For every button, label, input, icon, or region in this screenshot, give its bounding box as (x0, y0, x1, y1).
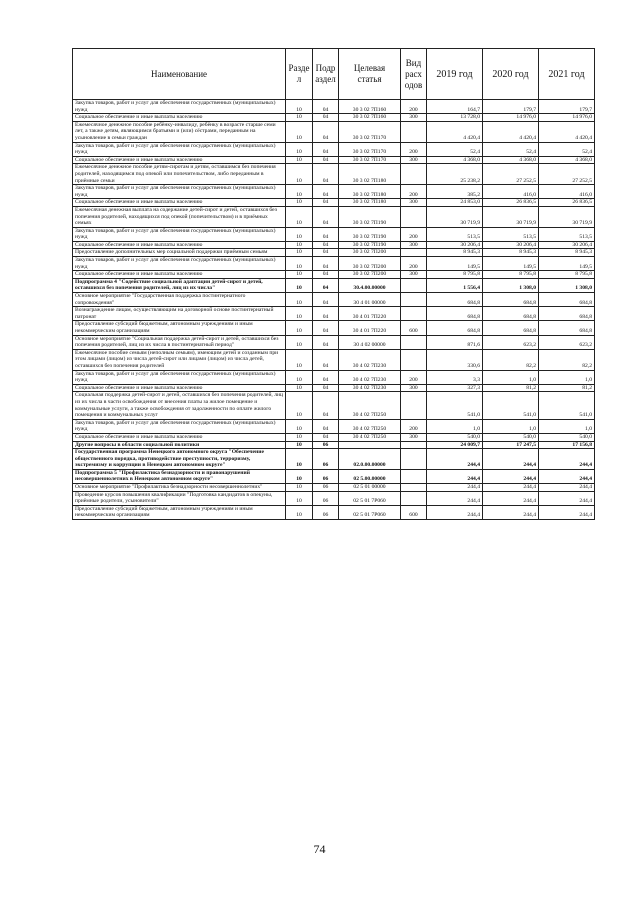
cell-2019: 330,6 (427, 349, 483, 370)
cell-2019: 871,6 (427, 335, 483, 349)
cell-vid (401, 491, 427, 505)
cell-vid (401, 441, 427, 449)
cell-name: Закупка товаров, работ и услуг для обеспечения государственных (муниципальных) нужд (73, 185, 286, 199)
cell-2019: 4 368,0 (427, 156, 483, 164)
cell-vid: 200 (401, 185, 427, 199)
cell-2020: 623,2 (483, 335, 539, 349)
table-row (73, 433, 595, 441)
cell-name: Социальное обеспечение и иные выплаты населению (73, 199, 286, 207)
cell-2020: 81,2 (483, 384, 539, 392)
table-row (73, 121, 595, 142)
cell-2021: 81,2 (539, 384, 595, 392)
cell-podrazdel: 04 (313, 293, 339, 307)
cell-2019: 13 728,0 (427, 114, 483, 122)
table-row (73, 199, 595, 207)
cell-2021: 30 206,4 (539, 241, 595, 249)
cell-name: Ежемесячное денежное пособие ребёнку-инвалиду, ребёнку в возрасте старше семи лет, а также детям, являющимся братьями и (или) сёстрами, переданным на усыновление в семьи граждан (73, 121, 286, 142)
cell-podrazdel: 04 (313, 100, 339, 114)
cell-2019: 52,4 (427, 142, 483, 156)
table-row (73, 441, 595, 449)
cell-name: Социальное обеспечение и иные выплаты населению (73, 114, 286, 122)
cell-2019: 149,5 (427, 257, 483, 271)
cell-name: Государственная программа Ненецкого автономного округа "Обеспечение общественного порядка, противодействие преступности, терроризму, экстремизму и коррупции в Ненецком автономном округе" (73, 449, 286, 470)
cell-razdel: 10 (286, 271, 313, 279)
cell-2019: 164,7 (427, 100, 483, 114)
header-target: Целевая статья (339, 49, 401, 100)
cell-2019: 513,5 (427, 227, 483, 241)
cell-2020: 416,0 (483, 185, 539, 199)
cell-2020: 26 836,5 (483, 199, 539, 207)
cell-name: Социальное обеспечение и иные выплаты населению (73, 156, 286, 164)
cell-razdel: 10 (286, 441, 313, 449)
cell-target: 30 3 02 7П170 (339, 156, 401, 164)
cell-target: 30 4 02 7П250 (339, 392, 401, 419)
cell-target (339, 441, 401, 449)
cell-podrazdel: 04 (313, 257, 339, 271)
table-row (73, 114, 595, 122)
cell-2019: 327,3 (427, 384, 483, 392)
table-body (73, 100, 595, 520)
cell-2019: 30 719,9 (427, 206, 483, 227)
cell-2019: 30 206,4 (427, 241, 483, 249)
cell-vid (401, 249, 427, 257)
header-razdel: Разде л (286, 49, 313, 100)
cell-2021: 244,4 (539, 505, 595, 519)
header-podrazdel: Подр аздел (313, 49, 339, 100)
cell-2021: 244,4 (539, 449, 595, 470)
cell-2021: 1,0 (539, 370, 595, 384)
cell-razdel: 10 (286, 484, 313, 492)
cell-2019: 25 238,2 (427, 164, 483, 185)
cell-name: Основное мероприятие "Профилактика безнадзорности несовершеннолетних" (73, 484, 286, 492)
cell-podrazdel: 04 (313, 114, 339, 122)
cell-2021: 1,0 (539, 419, 595, 433)
cell-name: Закупка товаров, работ и услуг для обеспечения государственных (муниципальных) нужд (73, 227, 286, 241)
cell-target: 02 5 01 7Р060 (339, 491, 401, 505)
cell-razdel: 10 (286, 206, 313, 227)
cell-podrazdel: 04 (313, 349, 339, 370)
cell-2019: 8 795,8 (427, 271, 483, 279)
cell-name: Социальное обеспечение и иные выплаты населению (73, 433, 286, 441)
cell-2019: 4 420,4 (427, 121, 483, 142)
cell-name: Социальное обеспечение и иные выплаты населению (73, 384, 286, 392)
cell-name: Ежемесячное пособие семьям (неполным семьям), имеющим детей и созданным при этом лицами (лицом) из числа детей-сирот или лицами (лицом) из числа детей, оставшихся без попечения родителей (73, 349, 286, 370)
cell-2020: 27 252,5 (483, 164, 539, 185)
header-2019: 2019 год (427, 49, 483, 100)
cell-name: Вознаграждение лицам, осуществляющим на договорной основе постинтернатный патронат (73, 307, 286, 321)
cell-name: Ежемесячное денежное пособие детям-сиротам и детям, оставшимся без попечения родителей, находящимся под опекой или попечительством, либо переданным в приёмные семьи (73, 164, 286, 185)
cell-podrazdel: 04 (313, 241, 339, 249)
cell-2019: 244,4 (427, 469, 483, 483)
cell-razdel: 10 (286, 114, 313, 122)
cell-2019: 684,8 (427, 321, 483, 335)
cell-razdel: 10 (286, 384, 313, 392)
cell-2020: 82,2 (483, 349, 539, 370)
cell-2021: 416,0 (539, 185, 595, 199)
cell-2021: 244,4 (539, 491, 595, 505)
table-row (73, 505, 595, 519)
cell-2021: 623,2 (539, 335, 595, 349)
cell-podrazdel: 06 (313, 484, 339, 492)
cell-razdel: 10 (286, 185, 313, 199)
table-row (73, 491, 595, 505)
table-row (73, 307, 595, 321)
cell-2021: 14 976,0 (539, 114, 595, 122)
cell-podrazdel: 04 (313, 278, 339, 292)
cell-razdel: 10 (286, 469, 313, 483)
cell-target: 30 3 02 7П200 (339, 271, 401, 279)
cell-razdel: 10 (286, 349, 313, 370)
cell-2019: 385,2 (427, 185, 483, 199)
cell-name: Подпрограмма 4 "Содействие социальной адаптации детей-сирот и детей, оставшихся без попечения родителей, лиц из их числа" (73, 278, 286, 292)
cell-name: Предоставление субсидий бюджетным, автономным учреждениям и иным некоммерческим организациям (73, 321, 286, 335)
cell-name: Закупка товаров, работ и услуг для обеспечения государственных (муниципальных) нужд (73, 100, 286, 114)
cell-vid: 200 (401, 257, 427, 271)
cell-2019: 8 945,3 (427, 249, 483, 257)
cell-vid (401, 484, 427, 492)
table-row (73, 271, 595, 279)
cell-2020: 17 247,5 (483, 441, 539, 449)
cell-2019: 244,4 (427, 491, 483, 505)
cell-2019: 244,4 (427, 484, 483, 492)
cell-vid: 300 (401, 241, 427, 249)
cell-2021: 149,5 (539, 257, 595, 271)
table-row (73, 419, 595, 433)
cell-name: Закупка товаров, работ и услуг для обеспечения государственных (муниципальных) нужд (73, 419, 286, 433)
cell-razdel: 10 (286, 307, 313, 321)
cell-2020: 52,4 (483, 142, 539, 156)
table-row (73, 249, 595, 257)
cell-2021: 244,4 (539, 469, 595, 483)
cell-vid (401, 392, 427, 419)
cell-2020: 244,4 (483, 484, 539, 492)
cell-target: 30 4 02 7П250 (339, 419, 401, 433)
cell-podrazdel: 06 (313, 505, 339, 519)
cell-name: Предоставление субсидий бюджетным, автономным учреждениям и иным некоммерческим организациям (73, 505, 286, 519)
cell-2021: 541,0 (539, 392, 595, 419)
cell-podrazdel: 04 (313, 384, 339, 392)
table-row (73, 335, 595, 349)
table-row (73, 278, 595, 292)
cell-2021: 179,7 (539, 100, 595, 114)
cell-vid (401, 449, 427, 470)
cell-2019: 24 853,0 (427, 199, 483, 207)
cell-2019: 684,8 (427, 307, 483, 321)
cell-2020: 8 945,3 (483, 249, 539, 257)
cell-2020: 1 308,0 (483, 278, 539, 292)
cell-razdel: 10 (286, 392, 313, 419)
cell-razdel: 10 (286, 449, 313, 470)
cell-razdel: 10 (286, 505, 313, 519)
table-row (73, 392, 595, 419)
cell-vid (401, 293, 427, 307)
cell-vid: 600 (401, 505, 427, 519)
cell-vid (401, 278, 427, 292)
cell-2021: 30 719,9 (539, 206, 595, 227)
cell-podrazdel: 04 (313, 227, 339, 241)
header-name: Наименование (73, 49, 286, 100)
page-number: 74 (313, 842, 326, 856)
cell-2021: 684,8 (539, 307, 595, 321)
table-row (73, 484, 595, 492)
cell-2021: 26 836,5 (539, 199, 595, 207)
cell-target: 30 4 02 7П230 (339, 384, 401, 392)
cell-2020: 179,7 (483, 100, 539, 114)
cell-2019: 540,0 (427, 433, 483, 441)
cell-name: Социальная поддержка детей-сирот и детей, оставшихся без попечения родителей, лиц из их числа в части освобождения от внесения платы за жилое помещение и коммунальные услуги, а также освобождения от задолженности по оплате жилого помещения и коммунальных услуг (73, 392, 286, 419)
cell-podrazdel: 04 (313, 433, 339, 441)
table-row (73, 156, 595, 164)
cell-razdel: 10 (286, 100, 313, 114)
cell-2019: 1,0 (427, 419, 483, 433)
table-row (73, 321, 595, 335)
cell-razdel: 10 (286, 241, 313, 249)
cell-2020: 30 719,9 (483, 206, 539, 227)
cell-razdel: 10 (286, 249, 313, 257)
cell-podrazdel: 06 (313, 469, 339, 483)
cell-target: 30 3 02 7П160 (339, 114, 401, 122)
cell-podrazdel: 06 (313, 449, 339, 470)
cell-2020: 540,0 (483, 433, 539, 441)
cell-vid: 300 (401, 433, 427, 441)
cell-name: Социальное обеспечение и иные выплаты населению (73, 241, 286, 249)
cell-vid: 300 (401, 156, 427, 164)
cell-razdel: 10 (286, 433, 313, 441)
cell-target: 30 3 02 7П190 (339, 241, 401, 249)
cell-2021: 82,2 (539, 349, 595, 370)
cell-vid (401, 307, 427, 321)
table-row (73, 206, 595, 227)
cell-name: Подпрограмма 5 "Профилактика безнадзорности и правонарушений несовершеннолетних в Ненецком автономном округе" (73, 469, 286, 483)
cell-2021: 684,8 (539, 293, 595, 307)
cell-podrazdel: 04 (313, 199, 339, 207)
cell-2020: 149,5 (483, 257, 539, 271)
cell-2021: 1 308,0 (539, 278, 595, 292)
table-row (73, 100, 595, 114)
cell-2020: 1,0 (483, 370, 539, 384)
cell-razdel: 10 (286, 199, 313, 207)
cell-2021: 27 252,5 (539, 164, 595, 185)
cell-2020: 30 206,4 (483, 241, 539, 249)
cell-2021: 4 368,0 (539, 156, 595, 164)
cell-2020: 513,5 (483, 227, 539, 241)
cell-razdel: 10 (286, 491, 313, 505)
header-2020: 2020 год (483, 49, 539, 100)
cell-podrazdel: 04 (313, 392, 339, 419)
cell-vid (401, 206, 427, 227)
cell-2021: 8 945,3 (539, 249, 595, 257)
cell-podrazdel: 04 (313, 185, 339, 199)
cell-razdel: 10 (286, 257, 313, 271)
cell-podrazdel: 04 (313, 419, 339, 433)
cell-2020: 244,4 (483, 449, 539, 470)
table-row (73, 384, 595, 392)
table-row (73, 370, 595, 384)
cell-target: 30 3 02 7П180 (339, 199, 401, 207)
cell-razdel: 10 (286, 293, 313, 307)
cell-vid: 200 (401, 142, 427, 156)
cell-razdel: 10 (286, 121, 313, 142)
table-row (73, 241, 595, 249)
cell-name: Основное мероприятие "Государственная поддержка постинтернатного сопровождения" (73, 293, 286, 307)
cell-razdel: 10 (286, 142, 313, 156)
cell-podrazdel: 04 (313, 271, 339, 279)
cell-2021: 4 420,4 (539, 121, 595, 142)
cell-vid (401, 164, 427, 185)
cell-podrazdel: 06 (313, 491, 339, 505)
cell-target: 30 3 02 7П200 (339, 257, 401, 271)
table-header-row (73, 49, 595, 100)
table-row (73, 349, 595, 370)
header-vid: Вид расх одов (401, 49, 427, 100)
cell-podrazdel: 04 (313, 370, 339, 384)
cell-2020: 4 368,0 (483, 156, 539, 164)
cell-2020: 4 420,4 (483, 121, 539, 142)
cell-2019: 244,4 (427, 449, 483, 470)
cell-vid (401, 469, 427, 483)
table-row (73, 469, 595, 483)
cell-2021: 52,4 (539, 142, 595, 156)
cell-2021: 244,4 (539, 484, 595, 492)
cell-2020: 684,8 (483, 321, 539, 335)
cell-2020: 14 976,0 (483, 114, 539, 122)
cell-2021: 540,0 (539, 433, 595, 441)
cell-target: 30 3 02 7П190 (339, 227, 401, 241)
header-2021: 2021 год (539, 49, 595, 100)
cell-target: 02.0.00.00000 (339, 449, 401, 470)
cell-target: 30 3 02 7П170 (339, 142, 401, 156)
cell-vid (401, 121, 427, 142)
table-row (73, 164, 595, 185)
cell-razdel: 10 (286, 370, 313, 384)
cell-target: 30 3 02 7П180 (339, 164, 401, 185)
cell-podrazdel: 04 (313, 335, 339, 349)
cell-target: 30 4 02 7П230 (339, 349, 401, 370)
cell-podrazdel: 06 (313, 441, 339, 449)
cell-target: 30.4.00.00000 (339, 278, 401, 292)
cell-razdel: 10 (286, 156, 313, 164)
cell-2020: 244,4 (483, 505, 539, 519)
cell-2019: 541,0 (427, 392, 483, 419)
cell-podrazdel: 04 (313, 249, 339, 257)
table-row (73, 257, 595, 271)
cell-name: Закупка товаров, работ и услуг для обеспечения государственных (муниципальных) нужд (73, 257, 286, 271)
cell-vid: 300 (401, 199, 427, 207)
cell-name: Другие вопросы в области социальной политики (73, 441, 286, 449)
cell-name: Социальное обеспечение и иные выплаты населению (73, 271, 286, 279)
budget-table (72, 48, 595, 520)
cell-name: Ежемесячная денежная выплата на содержание детей-сирот и детей, оставшихся без попечения родителей, находящихся под опекой (попечительством) и в приёмных семьях (73, 206, 286, 227)
cell-2021: 684,8 (539, 321, 595, 335)
cell-vid: 600 (401, 321, 427, 335)
cell-podrazdel: 04 (313, 321, 339, 335)
cell-target: 30 4 02 7П250 (339, 433, 401, 441)
cell-2020: 244,4 (483, 491, 539, 505)
cell-target: 02 5 01 7Р060 (339, 505, 401, 519)
cell-2019: 244,4 (427, 505, 483, 519)
cell-target: 30 3 02 7П200 (339, 249, 401, 257)
cell-2020: 541,0 (483, 392, 539, 419)
cell-vid: 300 (401, 271, 427, 279)
cell-name: Закупка товаров, работ и услуг для обеспечения государственных (муниципальных) нужд (73, 370, 286, 384)
cell-vid (401, 349, 427, 370)
cell-razdel: 10 (286, 278, 313, 292)
cell-name: Проведение курсов повышения квалификации "Подготовка кандидатов в опекуны, приёмные родители, усыновители" (73, 491, 286, 505)
cell-target: 30 4 01 00000 (339, 293, 401, 307)
table-row (73, 227, 595, 241)
cell-2019: 684,8 (427, 293, 483, 307)
cell-2020: 684,8 (483, 307, 539, 321)
table-row (73, 293, 595, 307)
cell-2020: 684,8 (483, 293, 539, 307)
cell-podrazdel: 04 (313, 121, 339, 142)
cell-podrazdel: 04 (313, 307, 339, 321)
cell-2020: 244,4 (483, 469, 539, 483)
cell-name: Закупка товаров, работ и услуг для обеспечения государственных (муниципальных) нужд (73, 142, 286, 156)
cell-2020: 8 795,8 (483, 271, 539, 279)
cell-podrazdel: 04 (313, 206, 339, 227)
cell-name: Предоставление дополнительных мер социальной поддержки приёмным семьям (73, 249, 286, 257)
cell-target: 30 4 01 7П220 (339, 307, 401, 321)
cell-target: 30 4 01 7П220 (339, 321, 401, 335)
table-row (73, 185, 595, 199)
cell-podrazdel: 04 (313, 142, 339, 156)
cell-target: 02 5 01 00000 (339, 484, 401, 492)
cell-name: Основное мероприятие "Социальная поддержка детей-сирот и детей, оставшихся без попечения родителей, лиц из их числа в постинтернатный период" (73, 335, 286, 349)
cell-2019: 3,3 (427, 370, 483, 384)
cell-2021: 17 156,8 (539, 441, 595, 449)
cell-2019: 1 556,4 (427, 278, 483, 292)
cell-target: 02 5.00.00000 (339, 469, 401, 483)
cell-2019: 24 009,7 (427, 441, 483, 449)
cell-vid: 300 (401, 384, 427, 392)
cell-target: 30 4 02 00000 (339, 335, 401, 349)
cell-vid: 300 (401, 114, 427, 122)
cell-vid (401, 335, 427, 349)
cell-vid: 200 (401, 227, 427, 241)
cell-razdel: 10 (286, 164, 313, 185)
cell-target: 30 3 02 7П160 (339, 100, 401, 114)
cell-target: 30 3 02 7П170 (339, 121, 401, 142)
cell-razdel: 10 (286, 419, 313, 433)
cell-target: 30 3 02 7П180 (339, 185, 401, 199)
cell-target: 30 3 02 7П190 (339, 206, 401, 227)
cell-target: 30 4 02 7П230 (339, 370, 401, 384)
cell-podrazdel: 04 (313, 164, 339, 185)
cell-podrazdel: 04 (313, 156, 339, 164)
cell-2021: 8 795,8 (539, 271, 595, 279)
cell-razdel: 10 (286, 227, 313, 241)
table-row (73, 449, 595, 470)
cell-razdel: 10 (286, 321, 313, 335)
cell-razdel: 10 (286, 335, 313, 349)
cell-vid: 200 (401, 419, 427, 433)
cell-vid: 200 (401, 370, 427, 384)
cell-2021: 513,5 (539, 227, 595, 241)
cell-2020: 1,0 (483, 419, 539, 433)
table-row (73, 142, 595, 156)
cell-vid: 200 (401, 100, 427, 114)
